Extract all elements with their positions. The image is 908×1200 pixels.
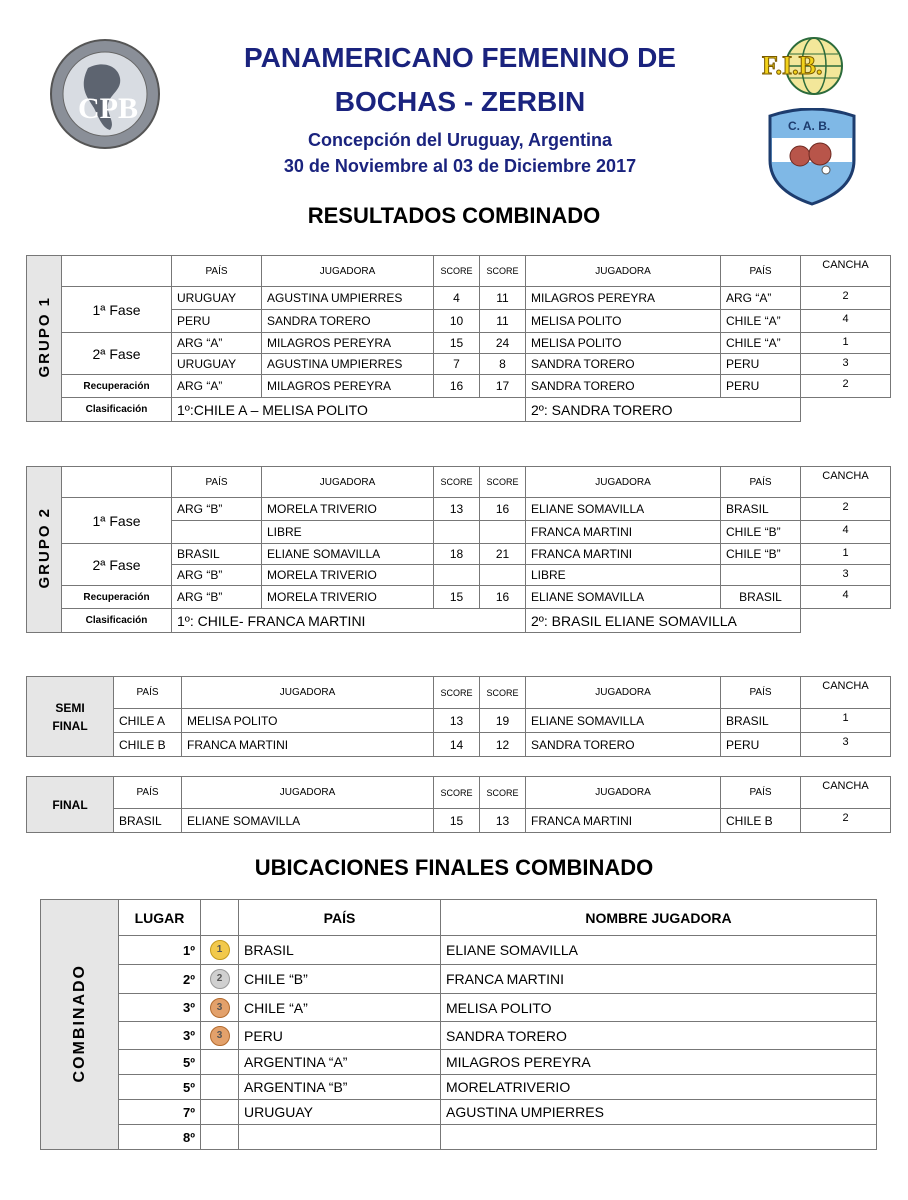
pais-cell: URUGUAY [239, 1100, 441, 1125]
table-row [27, 498, 891, 521]
jugadora-cell: AGUSTINA UMPIERRES [262, 287, 434, 310]
cancha-cell: 3 [801, 354, 891, 375]
page-title-line-2: BOCHAS - ZERBIN [334, 86, 586, 117]
jugadora-cell: MELISA POLITO [526, 310, 721, 333]
nombre-cell: MILAGROS PEREYRA [441, 1050, 877, 1075]
lugar-cell: 7º [119, 1100, 201, 1125]
table-header-row [41, 900, 877, 936]
col-score: SCORE [434, 777, 480, 809]
col-cancha: CANCHA [801, 256, 891, 287]
pais-cell: BRASIL [721, 498, 801, 521]
table-row [27, 333, 891, 354]
lugar-cell: 3º [119, 994, 201, 1022]
jugadora-cell: MORELA TRIVERIO [262, 498, 434, 521]
jugadora-cell: ELIANE SOMAVILLA [182, 809, 434, 833]
score-cell [434, 565, 480, 586]
score-cell: 11 [480, 310, 526, 333]
pais-cell: ARGENTINA “B” [239, 1075, 441, 1100]
pais-cell: CHILE “A” [239, 994, 441, 1022]
fase-label: 2ª Fase [62, 544, 172, 586]
pais-cell: PERU [172, 310, 262, 333]
score-cell: 16 [434, 375, 480, 398]
clasificacion-label: Clasificación [62, 398, 172, 422]
col-jugadora: JUGADORA [182, 777, 434, 809]
col-pais: PAÍS [172, 467, 262, 498]
jugadora-cell: MORELA TRIVERIO [262, 586, 434, 609]
grupo-1-table [26, 255, 891, 422]
recuperacion-label: Recuperación [62, 586, 172, 609]
nombre-cell: SANDRA TORERO [441, 1022, 877, 1050]
jugadora-cell: FRANCA MARTINI [526, 809, 721, 833]
lugar-cell: 5º [119, 1075, 201, 1100]
clasificacion-row [27, 398, 891, 422]
col-jugadora: JUGADORA [262, 467, 434, 498]
pais-cell: CHILE “B” [721, 544, 801, 565]
jugadora-cell: MILAGROS PEREYRA [262, 333, 434, 354]
table-row [41, 1075, 877, 1100]
fase-label: 1ª Fase [62, 498, 172, 544]
table-row [41, 994, 877, 1022]
clasificacion-first: 1º:CHILE A – MELISA POLITO [172, 398, 526, 422]
pais-cell: URUGUAY [172, 287, 262, 310]
pais-cell [721, 565, 801, 586]
fib-logo [758, 36, 878, 98]
col-pais: PAÍS [721, 777, 801, 809]
col-jugadora: JUGADORA [526, 777, 721, 809]
cancha-cell: 3 [801, 733, 891, 757]
jugadora-cell: SANDRA TORERO [262, 310, 434, 333]
pais-cell: ARGENTINA “A” [239, 1050, 441, 1075]
jugadora-cell: ELIANE SOMAVILLA [262, 544, 434, 565]
cancha-cell: 4 [801, 586, 891, 609]
score-cell: 4 [434, 287, 480, 310]
pais-cell: ARG “A” [721, 287, 801, 310]
cpb-logo [48, 38, 162, 150]
cancha-cell: 4 [801, 521, 891, 544]
pais-cell: CHILE A [114, 709, 182, 733]
event-dates: 30 de Noviembre al 03 de Diciembre 2017 [283, 156, 637, 176]
col-pais: PAÍS [721, 677, 801, 709]
jugadora-cell: SANDRA TORERO [526, 354, 721, 375]
pais-cell: PERU [721, 375, 801, 398]
fase-label: 1ª Fase [62, 287, 172, 333]
ubicaciones-section-title: UBICACIONES FINALES COMBINADO [254, 855, 654, 880]
svg-text:C. A. B.: C. A. B. [788, 119, 831, 133]
svg-text:CPB: CPB [78, 92, 138, 125]
col-pais: PAÍS [172, 256, 262, 287]
cancha-cell: 2 [801, 375, 891, 398]
pais-cell: CHILE “B” [721, 521, 801, 544]
lugar-cell: 5º [119, 1050, 201, 1075]
lugar-cell: 3º [119, 1022, 201, 1050]
score-cell: 10 [434, 310, 480, 333]
score-cell: 13 [434, 709, 480, 733]
table-row [41, 1050, 877, 1075]
clasificacion-second: 2º: BRASIL ELIANE SOMAVILLA [526, 609, 801, 633]
jugadora-cell: AGUSTINA UMPIERRES [262, 354, 434, 375]
page-title-line-1: PANAMERICANO FEMENINO DE [244, 42, 676, 73]
jugadora-cell: SANDRA TORERO [526, 375, 721, 398]
col-jugadora: JUGADORA [526, 467, 721, 498]
score-cell: 21 [480, 544, 526, 565]
table-row [27, 586, 891, 609]
cancha-cell: 3 [801, 565, 891, 586]
table-row [41, 1125, 877, 1150]
cancha-cell: 1 [801, 333, 891, 354]
table-row [27, 709, 891, 733]
score-cell: 12 [480, 733, 526, 757]
gold-medal-icon: 1 [210, 940, 230, 960]
pais-cell: URUGUAY [172, 354, 262, 375]
pais-cell: ARG “A” [172, 333, 262, 354]
col-score: SCORE [434, 256, 480, 287]
score-cell: 18 [434, 544, 480, 565]
score-cell: 8 [480, 354, 526, 375]
pais-cell: PERU [721, 354, 801, 375]
jugadora-cell: SANDRA TORERO [526, 733, 721, 757]
ubicaciones-table [40, 899, 877, 1150]
final-label: FINAL [27, 777, 114, 833]
pais-cell: CHILE “B” [239, 965, 441, 994]
col-pais: PAÍS [114, 777, 182, 809]
lugar-cell: 1º [119, 936, 201, 965]
cancha-cell: 4 [801, 310, 891, 333]
table-row [27, 544, 891, 565]
score-cell: 24 [480, 333, 526, 354]
clasificacion-label: Clasificación [62, 609, 172, 633]
table-row [41, 1022, 877, 1050]
jugadora-cell: ELIANE SOMAVILLA [526, 709, 721, 733]
nombre-cell: AGUSTINA UMPIERRES [441, 1100, 877, 1125]
pais-cell: ARG “B” [172, 586, 262, 609]
col-jugadora: JUGADORA [526, 677, 721, 709]
jugadora-cell: ELIANE SOMAVILLA [526, 498, 721, 521]
col-lugar: LUGAR [119, 900, 201, 936]
col-pais: PAÍS [114, 677, 182, 709]
col-jugadora: JUGADORA [182, 677, 434, 709]
table-header-row [27, 467, 891, 498]
semifinal-table [26, 676, 891, 757]
table-header-row [27, 677, 891, 709]
score-cell [480, 565, 526, 586]
clasificacion-row [27, 609, 891, 633]
results-section-title: RESULTADOS COMBINADO [307, 203, 601, 228]
event-location: Concepción del Uruguay, Argentina [307, 130, 613, 150]
col-pais: PAÍS [239, 900, 441, 936]
lugar-cell: 8º [119, 1125, 201, 1150]
recuperacion-label: Recuperación [62, 375, 172, 398]
score-cell: 16 [480, 498, 526, 521]
score-cell: 14 [434, 733, 480, 757]
jugadora-cell: MELISA POLITO [182, 709, 434, 733]
jugadora-cell: ELIANE SOMAVILLA [526, 586, 721, 609]
score-cell: 13 [480, 809, 526, 833]
score-cell: 17 [480, 375, 526, 398]
score-cell [434, 521, 480, 544]
table-row [41, 965, 877, 994]
col-score: SCORE [434, 467, 480, 498]
jugadora-cell: MILAGROS PEREYRA [262, 375, 434, 398]
pais-cell: CHILE B [721, 809, 801, 833]
grupo-2-table [26, 466, 891, 633]
pais-cell: BRASIL [721, 709, 801, 733]
score-cell: 19 [480, 709, 526, 733]
cancha-cell: 2 [801, 287, 891, 310]
pais-cell: BRASIL [721, 586, 801, 609]
clasificacion-first: 1º: CHILE- FRANCA MARTINI [172, 609, 526, 633]
pais-cell: BRASIL [172, 544, 262, 565]
table-row [41, 1100, 877, 1125]
grupo-1-label: GRUPO 1 [27, 256, 62, 422]
fase-label: 2ª Fase [62, 333, 172, 375]
cancha-cell: 1 [801, 709, 891, 733]
col-score: SCORE [480, 777, 526, 809]
table-header-row [27, 256, 891, 287]
cancha-cell: 1 [801, 544, 891, 565]
jugadora-cell: FRANCA MARTINI [526, 544, 721, 565]
jugadora-cell: FRANCA MARTINI [182, 733, 434, 757]
score-cell: 15 [434, 333, 480, 354]
nombre-cell: MORELATRIVERIO [441, 1075, 877, 1100]
table-row [27, 375, 891, 398]
score-cell: 11 [480, 287, 526, 310]
pais-cell: ARG “A” [172, 375, 262, 398]
grupo-2-label: GRUPO 2 [27, 467, 62, 633]
pais-cell [239, 1125, 441, 1150]
silver-medal-icon: 2 [210, 969, 230, 989]
pais-cell [172, 521, 262, 544]
jugadora-cell: FRANCA MARTINI [526, 521, 721, 544]
col-cancha: CANCHA [801, 467, 891, 498]
col-score: SCORE [480, 256, 526, 287]
pais-cell: CHILE “A” [721, 333, 801, 354]
col-score: SCORE [480, 467, 526, 498]
score-cell: 15 [434, 809, 480, 833]
pais-cell: PERU [239, 1022, 441, 1050]
pais-cell: ARG “B” [172, 498, 262, 521]
pais-cell: ARG “B” [172, 565, 262, 586]
col-pais: PAÍS [721, 256, 801, 287]
bronze-medal-icon: 3 [210, 1026, 230, 1046]
nombre-cell: MELISA POLITO [441, 994, 877, 1022]
score-cell: 7 [434, 354, 480, 375]
nombre-cell: ELIANE SOMAVILLA [441, 936, 877, 965]
svg-text:F.I.B.: F.I.B. [762, 51, 823, 80]
jugadora-cell: MILAGROS PEREYRA [526, 287, 721, 310]
col-pais: PAÍS [721, 467, 801, 498]
score-cell: 13 [434, 498, 480, 521]
jugadora-cell: LIBRE [262, 521, 434, 544]
pais-cell: BRASIL [114, 809, 182, 833]
cancha-cell: 2 [801, 498, 891, 521]
col-score: SCORE [480, 677, 526, 709]
bronze-medal-icon: 3 [210, 998, 230, 1018]
jugadora-cell: MELISA POLITO [526, 333, 721, 354]
jugadora-cell: LIBRE [526, 565, 721, 586]
col-cancha: CANCHA [801, 677, 891, 709]
cancha-cell: 2 [801, 809, 891, 833]
nombre-cell: FRANCA MARTINI [441, 965, 877, 994]
score-cell: 15 [434, 586, 480, 609]
score-cell [480, 521, 526, 544]
table-row [27, 809, 891, 833]
score-cell: 16 [480, 586, 526, 609]
clasificacion-second: 2º: SANDRA TORERO [526, 398, 801, 422]
col-jugadora: JUGADORA [526, 256, 721, 287]
pais-cell: BRASIL [239, 936, 441, 965]
final-table [26, 776, 891, 833]
combinado-label: COMBINADO [41, 900, 119, 1150]
col-score: SCORE [434, 677, 480, 709]
col-jugadora: JUGADORA [262, 256, 434, 287]
jugadora-cell: MORELA TRIVERIO [262, 565, 434, 586]
table-header-row [27, 777, 891, 809]
pais-cell: CHILE “A” [721, 310, 801, 333]
table-row [27, 733, 891, 757]
lugar-cell: 2º [119, 965, 201, 994]
pais-cell: PERU [721, 733, 801, 757]
pais-cell: CHILE B [114, 733, 182, 757]
table-row [27, 287, 891, 310]
nombre-cell [441, 1125, 877, 1150]
cab-logo [764, 108, 860, 206]
semifinal-label: SEMI FINAL [27, 677, 114, 757]
col-nombre: NOMBRE JUGADORA [441, 900, 877, 936]
table-row [41, 936, 877, 965]
col-cancha: CANCHA [801, 777, 891, 809]
